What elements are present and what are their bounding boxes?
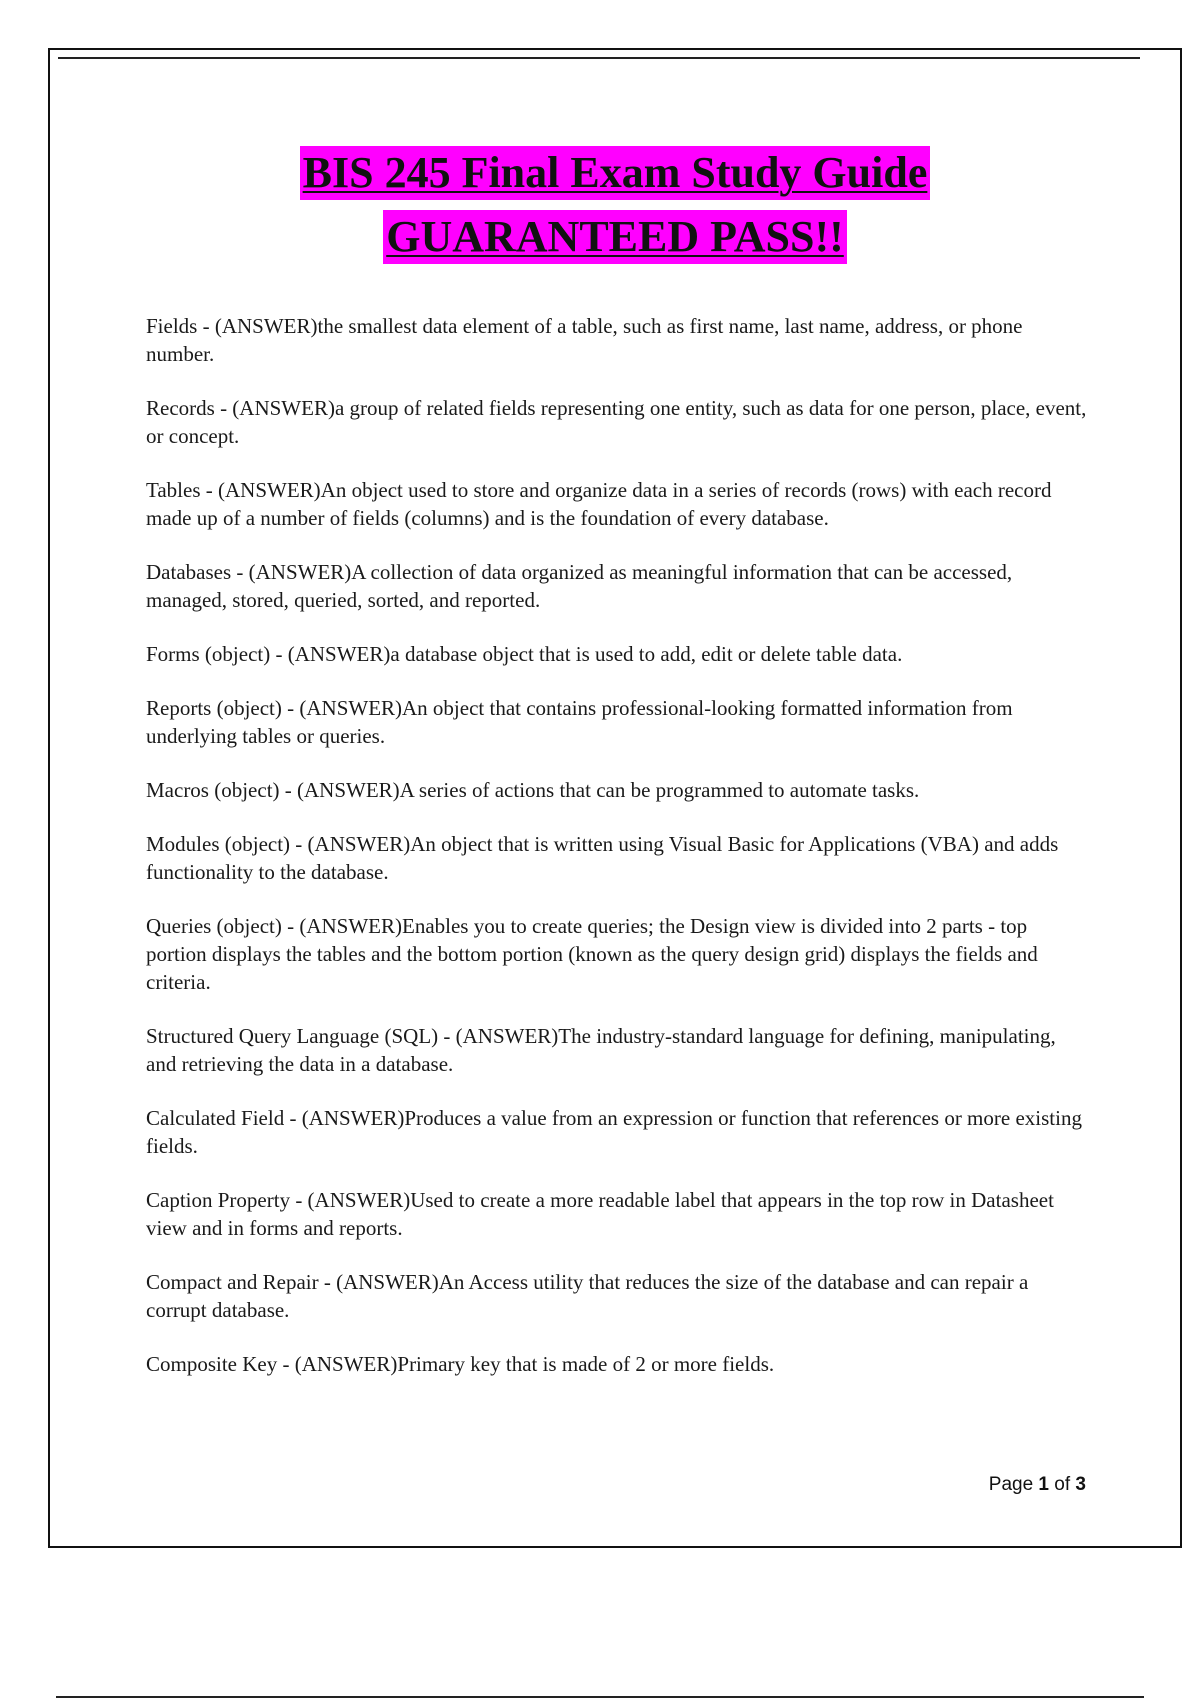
total-pages: 3 [1075,1474,1086,1495]
entry-forms: Forms (object) - (ANSWER)a database object that is used to add, edit or delete table data. [146,642,903,666]
entry-compact-and-repair: Compact and Repair - (ANSWER)An Access utility that reduces the size of the database and can repair a corrupt database. [146,1270,1029,1322]
entry-composite-key: Composite Key - (ANSWER)Primary key that is made of 2 or more fields. [146,1352,775,1376]
current-page: 1 [1038,1474,1049,1495]
entry-modules: Modules (object) - (ANSWER)An object that is written using Visual Basic for Applications (VBA) and adds functionality to the database. [146,832,1059,884]
bottom-rule [56,1696,1144,1698]
document-page [48,48,1182,1548]
page-title [50,146,1180,274]
entry-reports: Reports (object) - (ANSWER)An object that contains professional-looking formatted information from underlying tables or queries. [146,696,1013,748]
entry-records: Records - (ANSWER)a group of related fields representing one entity, such as data for one person, place, event, or concept. [146,396,1087,448]
title-line-2: GUARANTEED PASS!! [383,210,847,264]
study-guide-entries [146,312,1090,1404]
entry-macros: Macros (object) - (ANSWER)A series of actions that can be programmed to automate tasks. [146,778,920,802]
entry-databases: Databases - (ANSWER)A collection of data organized as meaningful information that can be accessed, managed, stored, queried, sorted, and reported. [146,560,1013,612]
page-word: Page [988,1474,1034,1495]
entry-queries: Queries (object) - (ANSWER)Enables you to create queries; the Design view is divided into 2 parts - top portion displays the tables and the bottom portion (known as the query design grid) displays the fields and criteria. [146,914,1038,994]
entry-calculated-field: Calculated Field - (ANSWER)Produces a value from an expression or function that references or more existing fields. [146,1106,1082,1158]
page-number [989,1474,1086,1496]
entry-tables: Tables - (ANSWER)An object used to store and organize data in a series of records (rows) with each record made up of a number of fields (columns) and is the foundation of every database. [146,478,1052,530]
top-rule [58,57,1140,59]
entry-caption-property: Caption Property - (ANSWER)Used to create a more readable label that appears in the top row in Datasheet view and in forms and reports. [146,1188,1054,1240]
of-word: of [1054,1474,1071,1495]
entry-fields: Fields - (ANSWER)the smallest data element of a table, such as first name, last name, address, or phone number. [146,314,1023,366]
title-line-1: BIS 245 Final Exam Study Guide [300,146,931,200]
entry-sql: Structured Query Language (SQL) - (ANSWER)The industry-standard language for defining, manipulating, and retrieving the data in a database. [146,1024,1056,1076]
